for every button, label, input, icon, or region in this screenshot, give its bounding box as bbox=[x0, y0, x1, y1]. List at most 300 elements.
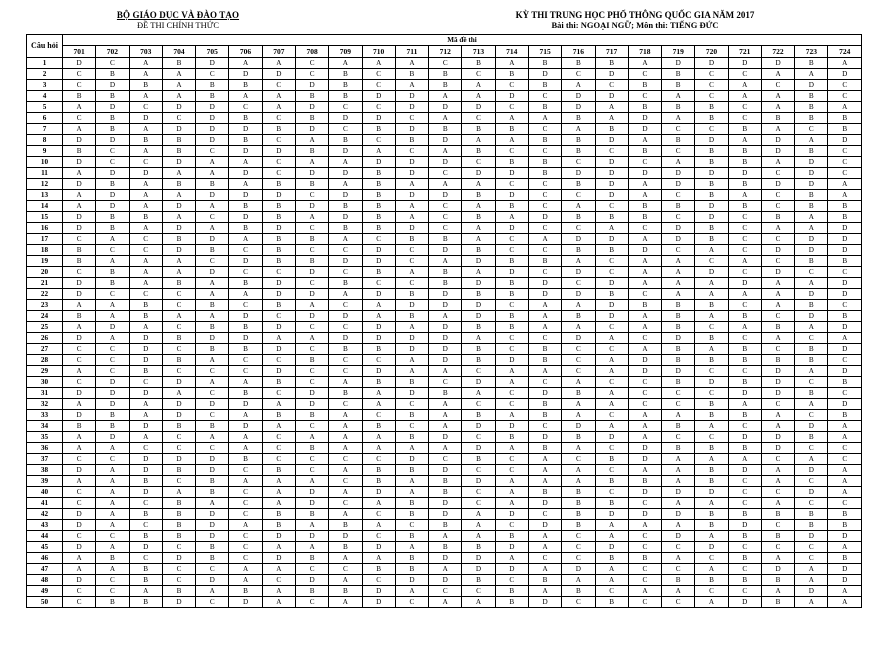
exam-subtitle: Bài thi: NGOẠI NGỮ; Môn thi: TIẾNG ĐỨC bbox=[551, 20, 719, 30]
answer-cell: A bbox=[628, 520, 661, 531]
answer-cell: C bbox=[595, 146, 628, 157]
answer-cell: C bbox=[295, 223, 328, 234]
answer-cell: B bbox=[761, 509, 794, 520]
answer-cell: D bbox=[495, 564, 528, 575]
answer-cell: C bbox=[395, 113, 428, 124]
answer-cell: B bbox=[495, 278, 528, 289]
answer-cell: B bbox=[162, 278, 195, 289]
answer-cell: C bbox=[628, 223, 661, 234]
answer-cell: D bbox=[795, 465, 828, 476]
answer-cell: C bbox=[63, 586, 96, 597]
table-row bbox=[27, 410, 862, 421]
answer-cell: A bbox=[329, 421, 362, 432]
answer-cell: B bbox=[662, 443, 695, 454]
answer-cell: D bbox=[495, 91, 528, 102]
answer-cell: C bbox=[662, 212, 695, 223]
answer-cell: C bbox=[495, 575, 528, 586]
answer-cell: C bbox=[295, 278, 328, 289]
answer-cell: C bbox=[761, 344, 794, 355]
answer-cell: A bbox=[63, 443, 96, 454]
answer-cell: C bbox=[562, 597, 595, 608]
answer-cell: B bbox=[162, 179, 195, 190]
answer-cell: D bbox=[329, 190, 362, 201]
answer-cell: C bbox=[196, 410, 229, 421]
answer-cell: D bbox=[562, 234, 595, 245]
answer-cell: D bbox=[96, 102, 129, 113]
exam-code: 718 bbox=[628, 46, 661, 58]
answer-cell: B bbox=[229, 586, 262, 597]
answer-cell: C bbox=[196, 212, 229, 223]
answer-cell: A bbox=[662, 498, 695, 509]
answer-cell: C bbox=[362, 531, 395, 542]
answer-cell: B bbox=[63, 256, 96, 267]
answer-cell: A bbox=[495, 366, 528, 377]
answer-cell: C bbox=[129, 498, 162, 509]
answer-cell: C bbox=[528, 509, 561, 520]
answer-cell: B bbox=[295, 509, 328, 520]
answer-cell: B bbox=[795, 113, 828, 124]
answer-cell: D bbox=[562, 267, 595, 278]
answer-cell: D bbox=[828, 344, 862, 355]
answer-cell: C bbox=[395, 278, 428, 289]
question-number: 38 bbox=[27, 465, 63, 476]
answer-cell: D bbox=[96, 190, 129, 201]
answer-cell: B bbox=[229, 113, 262, 124]
answer-cell: B bbox=[96, 91, 129, 102]
answer-cell: C bbox=[96, 355, 129, 366]
answer-cell: A bbox=[229, 575, 262, 586]
answer-cell: B bbox=[196, 91, 229, 102]
answer-cell: D bbox=[495, 421, 528, 432]
answer-cell: C bbox=[229, 531, 262, 542]
answer-cell: D bbox=[429, 465, 462, 476]
answer-cell: C bbox=[162, 322, 195, 333]
answer-cell: B bbox=[695, 355, 728, 366]
answer-cell: C bbox=[528, 245, 561, 256]
answer-cell: C bbox=[562, 553, 595, 564]
answer-cell: A bbox=[562, 476, 595, 487]
answer-cell: A bbox=[628, 410, 661, 421]
answer-cell: D bbox=[96, 377, 129, 388]
answer-cell: C bbox=[761, 234, 794, 245]
answer-cell: A bbox=[429, 366, 462, 377]
answer-cell: C bbox=[628, 91, 661, 102]
answer-cell: A bbox=[495, 377, 528, 388]
answer-cell: A bbox=[162, 388, 195, 399]
answer-cell: A bbox=[329, 597, 362, 608]
ministry-title: BỘ GIÁO DỤC VÀ ĐÀO TẠO bbox=[116, 10, 240, 20]
answer-cell: B bbox=[795, 102, 828, 113]
answer-cell: D bbox=[395, 575, 428, 586]
answer-cell: D bbox=[395, 91, 428, 102]
answer-cell: D bbox=[562, 564, 595, 575]
answer-cell: A bbox=[262, 102, 295, 113]
answer-cell: B bbox=[528, 168, 561, 179]
answer-cell: A bbox=[695, 531, 728, 542]
answer-cell: C bbox=[362, 509, 395, 520]
answer-cell: C bbox=[628, 157, 661, 168]
answer-cell: A bbox=[528, 311, 561, 322]
answer-cell: C bbox=[562, 355, 595, 366]
answer-cell: A bbox=[828, 421, 862, 432]
answer-cell: B bbox=[795, 201, 828, 212]
answer-cell: B bbox=[362, 212, 395, 223]
answer-cell: B bbox=[761, 597, 794, 608]
answer-cell: A bbox=[429, 311, 462, 322]
table-row bbox=[27, 344, 862, 355]
answer-cell: D bbox=[295, 311, 328, 322]
answer-cell: D bbox=[262, 553, 295, 564]
answer-cell: C bbox=[695, 69, 728, 80]
answer-cell: B bbox=[462, 245, 495, 256]
answer-cell: D bbox=[628, 454, 661, 465]
answer-cell: A bbox=[262, 498, 295, 509]
answer-cell: A bbox=[229, 157, 262, 168]
answer-cell: B bbox=[429, 520, 462, 531]
table-row bbox=[27, 520, 862, 531]
table-row bbox=[27, 586, 862, 597]
answer-cell: C bbox=[828, 300, 862, 311]
answer-cell: D bbox=[129, 421, 162, 432]
answer-cell: B bbox=[528, 399, 561, 410]
answer-cell: D bbox=[262, 531, 295, 542]
answer-cell: C bbox=[528, 377, 561, 388]
question-number: 8 bbox=[27, 135, 63, 146]
answer-cell: A bbox=[429, 146, 462, 157]
answer-cell: B bbox=[429, 69, 462, 80]
answer-cell: B bbox=[828, 311, 862, 322]
answer-cell: A bbox=[761, 223, 794, 234]
answer-cell: A bbox=[262, 58, 295, 69]
answer-table bbox=[26, 34, 862, 608]
exam-code: 705 bbox=[196, 46, 229, 58]
answer-cell: B bbox=[129, 564, 162, 575]
answer-cell: A bbox=[662, 410, 695, 421]
question-number: 1 bbox=[27, 58, 63, 69]
answer-cell: D bbox=[329, 212, 362, 223]
answer-cell: C bbox=[495, 179, 528, 190]
answer-cell: B bbox=[695, 443, 728, 454]
answer-cell: B bbox=[495, 311, 528, 322]
table-row bbox=[27, 146, 862, 157]
answer-cell: D bbox=[329, 333, 362, 344]
answer-cell: A bbox=[329, 58, 362, 69]
answer-cell: D bbox=[828, 223, 862, 234]
question-number: 16 bbox=[27, 223, 63, 234]
answer-cell: D bbox=[495, 509, 528, 520]
answer-cell: D bbox=[662, 234, 695, 245]
answer-cell: B bbox=[628, 80, 661, 91]
answer-cell: B bbox=[528, 58, 561, 69]
answer-cell: C bbox=[628, 575, 661, 586]
answer-cell: B bbox=[562, 586, 595, 597]
answer-cell: B bbox=[262, 179, 295, 190]
answer-cell: D bbox=[395, 157, 428, 168]
answer-cell: A bbox=[595, 520, 628, 531]
answer-cell: C bbox=[429, 201, 462, 212]
answer-cell: D bbox=[828, 575, 862, 586]
answer-cell: A bbox=[229, 377, 262, 388]
answer-cell: C bbox=[495, 333, 528, 344]
table-row bbox=[27, 58, 862, 69]
answer-cell: C bbox=[96, 454, 129, 465]
answer-cell: D bbox=[162, 399, 195, 410]
answer-cell: B bbox=[262, 300, 295, 311]
answer-cell: D bbox=[96, 80, 129, 91]
answer-cell: B bbox=[395, 509, 428, 520]
answer-cell: D bbox=[129, 355, 162, 366]
table-row bbox=[27, 124, 862, 135]
answer-cell: A bbox=[662, 586, 695, 597]
answer-cell: D bbox=[628, 168, 661, 179]
answer-cell: A bbox=[262, 399, 295, 410]
answer-cell: C bbox=[162, 366, 195, 377]
answer-cell: A bbox=[695, 278, 728, 289]
answer-cell: A bbox=[329, 410, 362, 421]
answer-cell: B bbox=[262, 377, 295, 388]
answer-cell: A bbox=[96, 520, 129, 531]
question-number: 36 bbox=[27, 443, 63, 454]
answer-cell: A bbox=[162, 80, 195, 91]
answer-cell: C bbox=[695, 91, 728, 102]
answer-cell: B bbox=[695, 575, 728, 586]
answer-cell: A bbox=[429, 256, 462, 267]
table-row bbox=[27, 355, 862, 366]
answer-cell: A bbox=[429, 443, 462, 454]
answer-cell: C bbox=[429, 377, 462, 388]
answer-cell: B bbox=[429, 388, 462, 399]
answer-cell: A bbox=[628, 190, 661, 201]
answer-cell: D bbox=[495, 267, 528, 278]
answer-cell: A bbox=[262, 597, 295, 608]
answer-cell: C bbox=[196, 564, 229, 575]
answer-cell: B bbox=[728, 344, 761, 355]
answer-cell: B bbox=[329, 135, 362, 146]
answer-cell: B bbox=[662, 355, 695, 366]
answer-cell: A bbox=[362, 432, 395, 443]
answer-cell: A bbox=[662, 157, 695, 168]
answer-cell: C bbox=[528, 333, 561, 344]
answer-cell: B bbox=[562, 135, 595, 146]
answer-body bbox=[27, 58, 862, 608]
answer-cell: D bbox=[528, 289, 561, 300]
answer-cell: D bbox=[229, 146, 262, 157]
answer-cell: D bbox=[728, 168, 761, 179]
answer-cell: B bbox=[728, 531, 761, 542]
answer-cell: B bbox=[562, 58, 595, 69]
answer-cell: A bbox=[63, 168, 96, 179]
answer-cell: A bbox=[728, 80, 761, 91]
answer-cell: A bbox=[662, 476, 695, 487]
answer-cell: D bbox=[828, 564, 862, 575]
answer-cell: C bbox=[495, 146, 528, 157]
answer-cell: C bbox=[262, 575, 295, 586]
answer-cell: B bbox=[495, 432, 528, 443]
answer-cell: C bbox=[262, 443, 295, 454]
answer-cell: C bbox=[795, 443, 828, 454]
answer-cell: D bbox=[695, 377, 728, 388]
answer-cell: A bbox=[662, 553, 695, 564]
answer-cell: C bbox=[196, 388, 229, 399]
answer-cell: A bbox=[395, 201, 428, 212]
answer-cell: B bbox=[162, 58, 195, 69]
answer-cell: D bbox=[63, 179, 96, 190]
answer-cell: D bbox=[728, 520, 761, 531]
answer-cell: B bbox=[562, 432, 595, 443]
answer-cell: A bbox=[395, 366, 428, 377]
answer-cell: D bbox=[295, 289, 328, 300]
answer-cell: D bbox=[196, 267, 229, 278]
answer-cell: B bbox=[229, 322, 262, 333]
answer-cell: A bbox=[262, 586, 295, 597]
answer-cell: D bbox=[662, 509, 695, 520]
answer-cell: C bbox=[628, 564, 661, 575]
answer-cell: A bbox=[162, 256, 195, 267]
answer-cell: D bbox=[628, 355, 661, 366]
answer-cell: B bbox=[495, 201, 528, 212]
answer-cell: C bbox=[129, 553, 162, 564]
answer-cell: C bbox=[761, 311, 794, 322]
answer-cell: D bbox=[728, 58, 761, 69]
answer-cell: B bbox=[162, 465, 195, 476]
answer-cell: A bbox=[162, 91, 195, 102]
answer-cell: C bbox=[429, 58, 462, 69]
answer-cell: D bbox=[728, 432, 761, 443]
answer-cell: D bbox=[462, 278, 495, 289]
answer-cell: A bbox=[429, 399, 462, 410]
answer-cell: A bbox=[528, 366, 561, 377]
answer-cell: B bbox=[63, 146, 96, 157]
answer-cell: B bbox=[329, 223, 362, 234]
exam-code: 704 bbox=[162, 46, 195, 58]
answer-cell: D bbox=[429, 190, 462, 201]
answer-cell: B bbox=[528, 487, 561, 498]
answer-cell: A bbox=[462, 80, 495, 91]
answer-cell: A bbox=[761, 586, 794, 597]
answer-cell: A bbox=[462, 597, 495, 608]
table-row bbox=[27, 498, 862, 509]
answer-cell: D bbox=[229, 333, 262, 344]
answer-cell: A bbox=[196, 377, 229, 388]
answer-cell: A bbox=[495, 410, 528, 421]
question-number: 41 bbox=[27, 498, 63, 509]
answer-cell: A bbox=[795, 135, 828, 146]
answer-cell: A bbox=[129, 586, 162, 597]
answer-cell: D bbox=[63, 542, 96, 553]
answer-cell: D bbox=[828, 135, 862, 146]
answer-cell: C bbox=[628, 289, 661, 300]
answer-cell: A bbox=[728, 399, 761, 410]
table-row bbox=[27, 256, 862, 267]
answer-cell: C bbox=[795, 267, 828, 278]
answer-cell: C bbox=[362, 410, 395, 421]
answer-cell: B bbox=[795, 355, 828, 366]
answer-cell: D bbox=[695, 267, 728, 278]
answer-cell: D bbox=[362, 113, 395, 124]
answer-cell: D bbox=[196, 465, 229, 476]
answer-cell: D bbox=[362, 586, 395, 597]
answer-cell: D bbox=[662, 366, 695, 377]
answer-cell: A bbox=[662, 267, 695, 278]
answer-cell: A bbox=[595, 399, 628, 410]
table-row bbox=[27, 322, 862, 333]
answer-cell: D bbox=[329, 311, 362, 322]
answer-cell: B bbox=[662, 421, 695, 432]
answer-cell: D bbox=[129, 487, 162, 498]
answer-cell: A bbox=[295, 135, 328, 146]
answer-cell: B bbox=[695, 509, 728, 520]
answer-cell: B bbox=[329, 80, 362, 91]
answer-cell: D bbox=[628, 509, 661, 520]
answer-cell: A bbox=[828, 190, 862, 201]
answer-cell: A bbox=[96, 234, 129, 245]
answer-cell: D bbox=[429, 135, 462, 146]
answer-cell: D bbox=[828, 322, 862, 333]
answer-cell: B bbox=[362, 465, 395, 476]
answer-cell: D bbox=[162, 102, 195, 113]
answer-cell: C bbox=[262, 267, 295, 278]
answer-cell: B bbox=[362, 344, 395, 355]
answer-cell: B bbox=[196, 80, 229, 91]
answer-cell: C bbox=[96, 575, 129, 586]
answer-cell: D bbox=[196, 531, 229, 542]
answer-cell: C bbox=[262, 135, 295, 146]
answer-cell: B bbox=[695, 300, 728, 311]
answer-cell: A bbox=[562, 322, 595, 333]
answer-cell: C bbox=[196, 69, 229, 80]
answer-cell: C bbox=[562, 278, 595, 289]
answer-cell: A bbox=[196, 586, 229, 597]
answer-cell: C bbox=[362, 454, 395, 465]
answer-cell: C bbox=[262, 80, 295, 91]
answer-cell: C bbox=[362, 102, 395, 113]
answer-cell: B bbox=[395, 311, 428, 322]
answer-cell: A bbox=[562, 377, 595, 388]
answer-cell: A bbox=[196, 355, 229, 366]
answer-cell: B bbox=[695, 333, 728, 344]
answer-cell: D bbox=[395, 102, 428, 113]
answer-cell: D bbox=[595, 300, 628, 311]
answer-cell: B bbox=[662, 135, 695, 146]
answer-cell: C bbox=[262, 168, 295, 179]
table-row bbox=[27, 366, 862, 377]
answer-cell: A bbox=[761, 476, 794, 487]
answer-cell: A bbox=[395, 586, 428, 597]
answer-cell: D bbox=[828, 278, 862, 289]
answer-cell: A bbox=[595, 355, 628, 366]
answer-cell: B bbox=[229, 278, 262, 289]
answer-cell: D bbox=[329, 113, 362, 124]
answer-cell: A bbox=[595, 388, 628, 399]
answer-cell: B bbox=[562, 388, 595, 399]
answer-cell: C bbox=[528, 223, 561, 234]
answer-cell: A bbox=[362, 399, 395, 410]
answer-cell: C bbox=[495, 234, 528, 245]
answer-cell: D bbox=[63, 575, 96, 586]
answer-cell: C bbox=[295, 421, 328, 432]
answer-cell: B bbox=[362, 421, 395, 432]
answer-cell: C bbox=[329, 454, 362, 465]
answer-cell: D bbox=[395, 300, 428, 311]
answer-cell: D bbox=[761, 377, 794, 388]
answer-cell: A bbox=[495, 212, 528, 223]
answer-cell: D bbox=[462, 553, 495, 564]
answer-cell: A bbox=[229, 520, 262, 531]
answer-cell: A bbox=[528, 531, 561, 542]
answer-cell: D bbox=[429, 245, 462, 256]
answer-cell: A bbox=[262, 421, 295, 432]
answer-cell: C bbox=[262, 157, 295, 168]
